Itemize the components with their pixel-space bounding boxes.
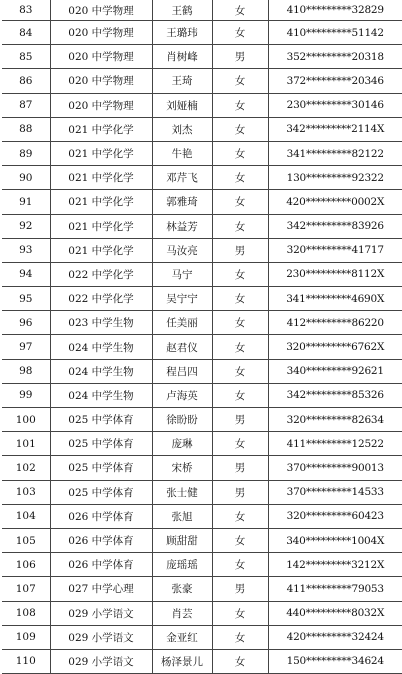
id-number-cell: 420*********32424 bbox=[268, 625, 402, 649]
seq-cell: 106 bbox=[2, 553, 50, 577]
subject-cell: 021 中学化学 bbox=[50, 166, 152, 190]
gender-cell: 女 bbox=[212, 553, 268, 577]
id-number-cell: 411*********12522 bbox=[268, 432, 402, 456]
subject-cell: 025 中学体育 bbox=[50, 456, 152, 480]
table-row bbox=[2, 359, 402, 383]
table-row bbox=[2, 45, 402, 69]
gender-cell: 女 bbox=[212, 190, 268, 214]
gender-cell: 女 bbox=[212, 625, 268, 649]
subject-cell: 024 中学生物 bbox=[50, 335, 152, 359]
table-row bbox=[2, 262, 402, 286]
name-cell: 宋桥 bbox=[152, 456, 212, 480]
id-number-cell: 320*********82634 bbox=[268, 408, 402, 432]
id-number-cell: 342*********83926 bbox=[268, 214, 402, 238]
gender-cell: 女 bbox=[212, 335, 268, 359]
id-number-cell: 370*********14533 bbox=[268, 480, 402, 504]
subject-cell: 023 中学生物 bbox=[50, 311, 152, 335]
seq-cell: 108 bbox=[2, 601, 50, 625]
gender-cell: 男 bbox=[212, 456, 268, 480]
id-number-cell: 320*********60423 bbox=[268, 504, 402, 528]
name-cell: 林益芳 bbox=[152, 214, 212, 238]
table-row bbox=[2, 601, 402, 625]
gender-cell: 女 bbox=[212, 528, 268, 552]
table-row bbox=[2, 141, 402, 165]
gender-cell: 女 bbox=[212, 21, 268, 45]
seq-cell: 86 bbox=[2, 69, 50, 93]
seq-cell: 96 bbox=[2, 311, 50, 335]
id-number-cell: 410*********51142 bbox=[268, 21, 402, 45]
subject-cell: 026 中学体育 bbox=[50, 528, 152, 552]
table-row bbox=[2, 649, 402, 673]
id-number-cell: 352*********20318 bbox=[268, 45, 402, 69]
gender-cell: 男 bbox=[212, 480, 268, 504]
gender-cell: 女 bbox=[212, 117, 268, 141]
name-cell: 徐盼盼 bbox=[152, 408, 212, 432]
name-cell: 卢海英 bbox=[152, 383, 212, 407]
id-number-cell: 340*********92621 bbox=[268, 359, 402, 383]
gender-cell: 女 bbox=[212, 262, 268, 286]
seq-cell: 89 bbox=[2, 141, 50, 165]
seq-cell: 98 bbox=[2, 359, 50, 383]
subject-cell: 021 中学化学 bbox=[50, 190, 152, 214]
table-row bbox=[2, 238, 402, 262]
seq-cell: 109 bbox=[2, 625, 50, 649]
gender-cell: 女 bbox=[212, 214, 268, 238]
seq-cell: 107 bbox=[2, 577, 50, 601]
subject-cell: 029 小学语文 bbox=[50, 601, 152, 625]
gender-cell: 女 bbox=[212, 311, 268, 335]
seq-cell: 97 bbox=[2, 335, 50, 359]
name-cell: 张旭 bbox=[152, 504, 212, 528]
table-row bbox=[2, 190, 402, 214]
name-cell: 王璐玮 bbox=[152, 21, 212, 45]
table-row bbox=[2, 335, 402, 359]
gender-cell: 女 bbox=[212, 504, 268, 528]
gender-cell: 女 bbox=[212, 93, 268, 117]
gender-cell: 女 bbox=[212, 359, 268, 383]
table-row bbox=[2, 311, 402, 335]
subject-cell: 020 中学物理 bbox=[50, 93, 152, 117]
table-row bbox=[2, 528, 402, 552]
table-row bbox=[2, 21, 402, 45]
gender-cell: 女 bbox=[212, 166, 268, 190]
candidate-table-body bbox=[2, 0, 402, 674]
subject-cell: 020 中学物理 bbox=[50, 0, 152, 21]
seq-cell: 103 bbox=[2, 480, 50, 504]
table-row bbox=[2, 69, 402, 93]
seq-cell: 99 bbox=[2, 383, 50, 407]
table-row bbox=[2, 93, 402, 117]
seq-cell: 93 bbox=[2, 238, 50, 262]
subject-cell: 025 中学体育 bbox=[50, 480, 152, 504]
subject-cell: 024 中学生物 bbox=[50, 359, 152, 383]
table-row bbox=[2, 625, 402, 649]
subject-cell: 021 中学化学 bbox=[50, 214, 152, 238]
id-number-cell: 411*********79053 bbox=[268, 577, 402, 601]
id-number-cell: 440*********8032X bbox=[268, 601, 402, 625]
gender-cell: 女 bbox=[212, 601, 268, 625]
seq-cell: 83 bbox=[2, 0, 50, 21]
subject-cell: 025 中学体育 bbox=[50, 432, 152, 456]
table-row bbox=[2, 408, 402, 432]
id-number-cell: 342*********2114X bbox=[268, 117, 402, 141]
table-row bbox=[2, 456, 402, 480]
id-number-cell: 341*********82122 bbox=[268, 141, 402, 165]
seq-cell: 88 bbox=[2, 117, 50, 141]
table-row bbox=[2, 166, 402, 190]
id-number-cell: 320*********6762X bbox=[268, 335, 402, 359]
seq-cell: 91 bbox=[2, 190, 50, 214]
table-row bbox=[2, 0, 402, 21]
seq-cell: 104 bbox=[2, 504, 50, 528]
id-number-cell: 230*********30146 bbox=[268, 93, 402, 117]
subject-cell: 029 小学语文 bbox=[50, 649, 152, 673]
table-row bbox=[2, 504, 402, 528]
gender-cell: 女 bbox=[212, 432, 268, 456]
seq-cell: 85 bbox=[2, 45, 50, 69]
subject-cell: 022 中学化学 bbox=[50, 262, 152, 286]
name-cell: 肖树峰 bbox=[152, 45, 212, 69]
id-number-cell: 142*********3212X bbox=[268, 553, 402, 577]
seq-cell: 100 bbox=[2, 408, 50, 432]
table-row bbox=[2, 577, 402, 601]
gender-cell: 男 bbox=[212, 408, 268, 432]
seq-cell: 105 bbox=[2, 528, 50, 552]
gender-cell: 女 bbox=[212, 0, 268, 21]
subject-cell: 021 中学化学 bbox=[50, 117, 152, 141]
seq-cell: 94 bbox=[2, 262, 50, 286]
id-number-cell: 372*********20346 bbox=[268, 69, 402, 93]
id-number-cell: 342*********85326 bbox=[268, 383, 402, 407]
name-cell: 刘娅楠 bbox=[152, 93, 212, 117]
gender-cell: 女 bbox=[212, 287, 268, 311]
subject-cell: 020 中学物理 bbox=[50, 69, 152, 93]
seq-cell: 102 bbox=[2, 456, 50, 480]
id-number-cell: 230*********8112X bbox=[268, 262, 402, 286]
name-cell: 张豪 bbox=[152, 577, 212, 601]
seq-cell: 87 bbox=[2, 93, 50, 117]
id-number-cell: 412*********86220 bbox=[268, 311, 402, 335]
subject-cell: 020 中学物理 bbox=[50, 21, 152, 45]
name-cell: 郭雅琦 bbox=[152, 190, 212, 214]
gender-cell: 女 bbox=[212, 649, 268, 673]
id-number-cell: 370*********90013 bbox=[268, 456, 402, 480]
seq-cell: 92 bbox=[2, 214, 50, 238]
table-row bbox=[2, 214, 402, 238]
table-row bbox=[2, 432, 402, 456]
id-number-cell: 320*********41717 bbox=[268, 238, 402, 262]
name-cell: 王琦 bbox=[152, 69, 212, 93]
name-cell: 程吕四 bbox=[152, 359, 212, 383]
id-number-cell: 340*********1004X bbox=[268, 528, 402, 552]
gender-cell: 男 bbox=[212, 577, 268, 601]
subject-cell: 020 中学物理 bbox=[50, 45, 152, 69]
name-cell: 杨泽景儿 bbox=[152, 649, 212, 673]
table-row bbox=[2, 553, 402, 577]
id-number-cell: 420*********0002X bbox=[268, 190, 402, 214]
name-cell: 庞瑶瑶 bbox=[152, 553, 212, 577]
id-number-cell: 150*********34624 bbox=[268, 649, 402, 673]
seq-cell: 101 bbox=[2, 432, 50, 456]
name-cell: 肖芸 bbox=[152, 601, 212, 625]
subject-cell: 024 中学生物 bbox=[50, 383, 152, 407]
subject-cell: 025 中学体育 bbox=[50, 408, 152, 432]
gender-cell: 女 bbox=[212, 383, 268, 407]
table-row bbox=[2, 383, 402, 407]
name-cell: 邓芹飞 bbox=[152, 166, 212, 190]
subject-cell: 021 中学化学 bbox=[50, 141, 152, 165]
name-cell: 金亚红 bbox=[152, 625, 212, 649]
subject-cell: 026 中学体育 bbox=[50, 553, 152, 577]
candidate-table bbox=[2, 0, 402, 674]
name-cell: 王鹤 bbox=[152, 0, 212, 21]
name-cell: 赵君仪 bbox=[152, 335, 212, 359]
seq-cell: 84 bbox=[2, 21, 50, 45]
name-cell: 顾甜甜 bbox=[152, 528, 212, 552]
subject-cell: 021 中学化学 bbox=[50, 238, 152, 262]
table-row bbox=[2, 117, 402, 141]
subject-cell: 026 中学体育 bbox=[50, 504, 152, 528]
name-cell: 吴宁宁 bbox=[152, 287, 212, 311]
id-number-cell: 130*********92322 bbox=[268, 166, 402, 190]
table-row bbox=[2, 480, 402, 504]
name-cell: 刘杰 bbox=[152, 117, 212, 141]
name-cell: 马宁 bbox=[152, 262, 212, 286]
name-cell: 张士健 bbox=[152, 480, 212, 504]
name-cell: 牛艳 bbox=[152, 141, 212, 165]
id-number-cell: 410*********32829 bbox=[268, 0, 402, 21]
subject-cell: 029 小学语文 bbox=[50, 625, 152, 649]
seq-cell: 110 bbox=[2, 649, 50, 673]
gender-cell: 男 bbox=[212, 45, 268, 69]
seq-cell: 95 bbox=[2, 287, 50, 311]
subject-cell: 022 中学化学 bbox=[50, 287, 152, 311]
subject-cell: 027 中学心理 bbox=[50, 577, 152, 601]
name-cell: 庞琳 bbox=[152, 432, 212, 456]
gender-cell: 女 bbox=[212, 141, 268, 165]
gender-cell: 男 bbox=[212, 238, 268, 262]
name-cell: 任美丽 bbox=[152, 311, 212, 335]
table-row bbox=[2, 287, 402, 311]
seq-cell: 90 bbox=[2, 166, 50, 190]
gender-cell: 女 bbox=[212, 69, 268, 93]
name-cell: 马汝亮 bbox=[152, 238, 212, 262]
id-number-cell: 341*********4690X bbox=[268, 287, 402, 311]
